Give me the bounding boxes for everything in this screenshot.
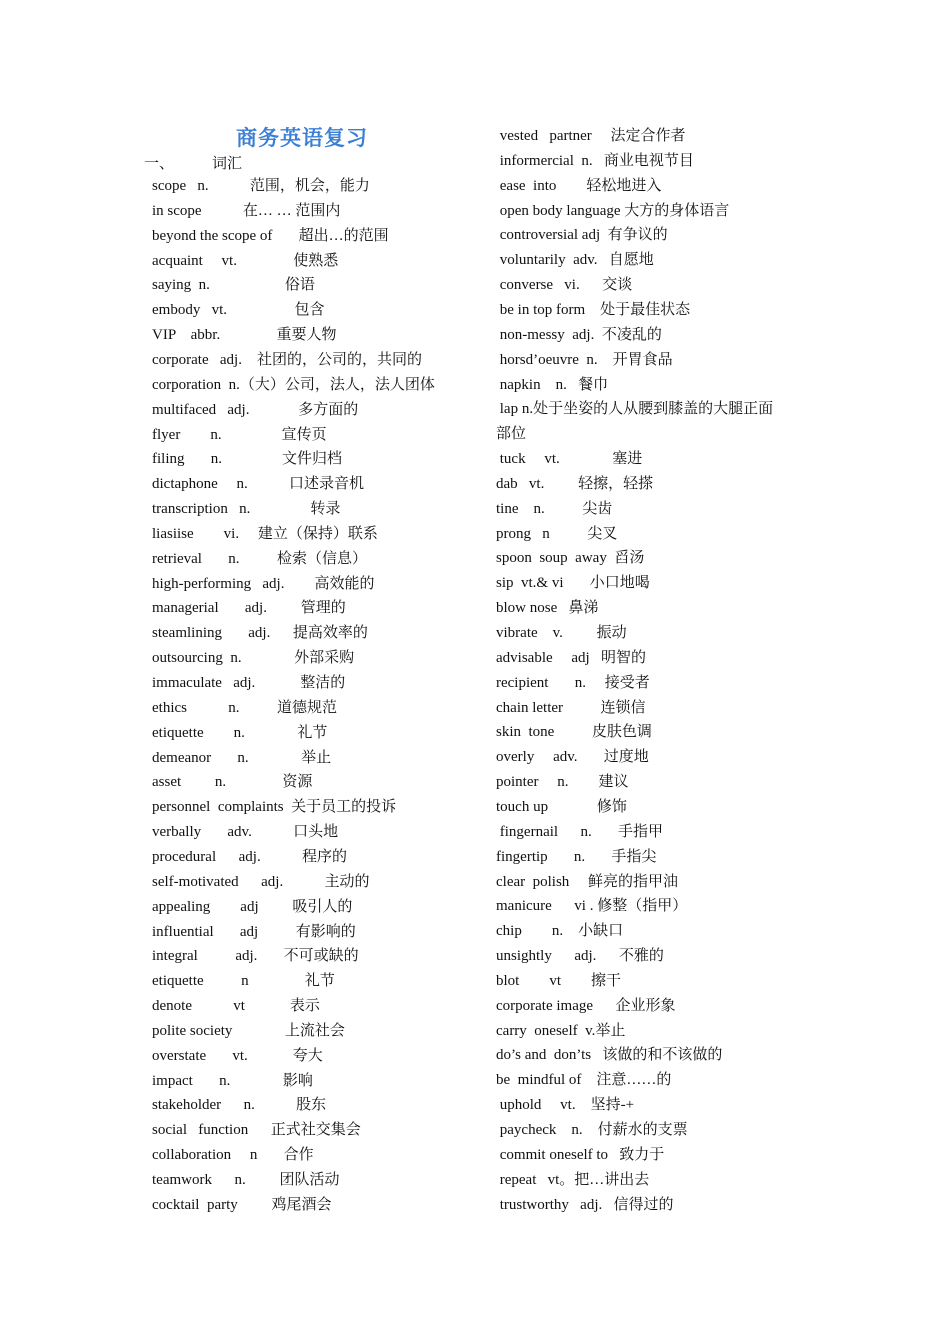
- vocab-entry: beyond the scope of 超出…的范围: [152, 227, 389, 244]
- vocab-entry: horsd’oeuvre n. 开胃食品: [496, 351, 673, 368]
- vocab-entry: cocktail party 鸡尾酒会: [152, 1196, 332, 1213]
- vocab-entry: lap n.处于坐姿的人从腰到膝盖的大腿正面: [496, 401, 774, 418]
- vocab-entry: flyer n. 宣传页: [152, 426, 327, 443]
- vocab-entry: be in top form 处于最佳状态: [496, 301, 691, 318]
- vocab-entry: open body language 大方的身体语言: [496, 202, 730, 219]
- vocab-entry: informercial n. 商业电视节目: [496, 152, 694, 169]
- vocab-entry: embody vt. 包含: [152, 302, 325, 319]
- vocab-entry: self-motivated adj. 主动的: [152, 873, 370, 890]
- section-label: 词汇: [212, 154, 243, 172]
- vocab-entry: corporate adj. 社团的，公司的，共同的: [152, 351, 422, 368]
- vocab-entry: influential adj 有影响的: [152, 923, 356, 940]
- vocab-entry: steamlining adj. 提高效率的: [152, 625, 368, 642]
- vocab-entry: overstate vt. 夸大: [152, 1047, 323, 1064]
- vocab-entry: vested partner 法定合作者: [496, 128, 686, 144]
- vocab-entry: spoon soup away 舀汤: [496, 550, 645, 567]
- vocab-entry: paycheck n. 付薪水的支票: [496, 1122, 688, 1138]
- vocab-entry: high-performing adj. 高效能的: [152, 575, 375, 592]
- vocab-entry: saying n. 俗语: [152, 277, 315, 294]
- vocab-entry: demeanor n. 举止: [152, 749, 332, 766]
- vocab-entry: non-messy adj. 不凌乱的: [496, 326, 662, 343]
- vocab-entry: vibrate v. 振动: [496, 625, 627, 641]
- vocab-entry: fingertip n. 手指尖: [496, 848, 657, 865]
- vocab-entry: touch up 修饰: [496, 798, 627, 815]
- vocab-entry: etiquette n 礼节: [152, 973, 335, 990]
- vocab-entry: polite society 上流社会: [152, 1022, 345, 1039]
- vocab-entry: blot vt 擦干: [496, 972, 622, 989]
- vocab-entry: clear polish 鲜亮的指甲油: [496, 873, 679, 890]
- vocab-entry: etiquette n. 礼节: [152, 724, 328, 741]
- vocab-entry: converse vi. 交谈: [496, 277, 633, 294]
- vocab-entry: chain letter 连锁信: [496, 699, 646, 716]
- vocab-entry: advisable adj 明智的: [496, 649, 646, 666]
- vocab-entry: denote vt 表示: [152, 998, 320, 1015]
- vocab-entry: asset n. 资源: [152, 774, 313, 791]
- vocab-entry: skin tone 皮肤色调: [496, 724, 652, 741]
- vocab-entry: recipient n. 接受者: [496, 674, 650, 691]
- section-number: 一、: [144, 154, 175, 172]
- vocab-entry: dab vt. 轻擦，轻搽: [496, 475, 654, 492]
- vocab-entry: overly adv. 过度地: [496, 749, 649, 766]
- vocab-entry: procedural adj. 程序的: [152, 848, 347, 865]
- vocab-entry: transcription n. 转录: [152, 501, 341, 518]
- vocab-entry: impact n. 影响: [152, 1072, 313, 1089]
- vocab-entry: carry oneself v.举止: [496, 1022, 626, 1039]
- vocab-entry: controversial adj 有争议的: [496, 227, 668, 244]
- vocab-entry: appealing adj 吸引人的: [152, 898, 353, 915]
- vocab-entry: personnel complaints 关于员工的投诉: [152, 799, 397, 816]
- vocab-entry: teamwork n. 团队活动: [152, 1172, 340, 1188]
- vocab-entry: commit oneself to 致力于: [496, 1146, 665, 1163]
- vocab-entry: uphold vt. 坚持-+: [496, 1097, 635, 1114]
- vocab-entry: tuck vt. 塞进: [496, 451, 643, 468]
- vocab-entry: VIP abbr. 重要人物: [152, 327, 337, 344]
- vocab-entry: repeat vt。把…讲出去: [496, 1171, 650, 1188]
- vocab-entry: trustworthy adj. 信得过的: [496, 1196, 674, 1213]
- vocab-entry: scope n. 范围，机会，能力: [152, 178, 370, 194]
- vocab-entry: corporation n.（大）公司，法人，法人团体: [152, 376, 435, 393]
- vocab-entry: do’s and don’ts 该做的和不该做的: [496, 1047, 723, 1064]
- vocab-entry: chip n. 小缺口: [496, 923, 624, 940]
- vocab-entry: 部位: [496, 426, 527, 443]
- vocab-entry: managerial adj. 管理的: [152, 600, 346, 617]
- vocab-entry: voluntarily adv. 自愿地: [496, 252, 654, 269]
- vocab-entry: ethics n. 道德规范: [152, 699, 337, 716]
- vocab-entry: liasiise vi. 建立（保持）联系: [152, 525, 378, 542]
- vocab-entry: multifaced adj. 多方面的: [152, 401, 359, 418]
- vocab-entry: sip vt.& vi 小口地喝: [496, 575, 650, 592]
- page-title: 商务英语复习: [236, 126, 368, 150]
- vocab-entry: verbally adv. 口头地: [152, 824, 339, 841]
- vocab-entry: manicure vi . 修整（指甲）: [496, 898, 688, 915]
- vocab-entry: unsightly adj. 不雅的: [496, 948, 664, 965]
- vocab-entry: blow nose 鼻涕: [496, 600, 599, 617]
- vocab-entry: integral adj. 不可或缺的: [152, 948, 359, 965]
- vocab-entry: immaculate adj. 整洁的: [152, 675, 346, 691]
- vocab-entry: tine n. 尖齿: [496, 500, 613, 517]
- vocab-entry: filing n. 文件归档: [152, 451, 342, 468]
- vocab-entry: outsourcing n. 外部采购: [152, 650, 355, 667]
- vocab-entry: ease into 轻松地进入: [496, 177, 662, 194]
- vocab-entry: be mindful of 注意……的: [496, 1072, 672, 1089]
- vocab-entry: social function 正式社交集会: [152, 1122, 361, 1139]
- vocab-entry: retrieval n. 检索（信息）: [152, 550, 367, 567]
- vocab-entry: napkin n. 餐巾: [496, 376, 609, 393]
- vocab-entry: corporate image 企业形象: [496, 997, 676, 1014]
- vocab-entry: in scope 在… … 范围内: [152, 202, 341, 219]
- vocab-entry: fingernail n. 手指甲: [496, 823, 664, 840]
- vocab-entry: pointer n. 建议: [496, 774, 629, 791]
- vocab-entry: acquaint vt. 使熟悉: [152, 252, 339, 269]
- vocab-entry: prong n 尖叉: [496, 525, 618, 542]
- vocab-entry: collaboration n 合作: [152, 1147, 314, 1164]
- vocab-entry: stakeholder n. 股东: [152, 1097, 327, 1114]
- vocab-entry: dictaphone n. 口述录音机: [152, 476, 365, 493]
